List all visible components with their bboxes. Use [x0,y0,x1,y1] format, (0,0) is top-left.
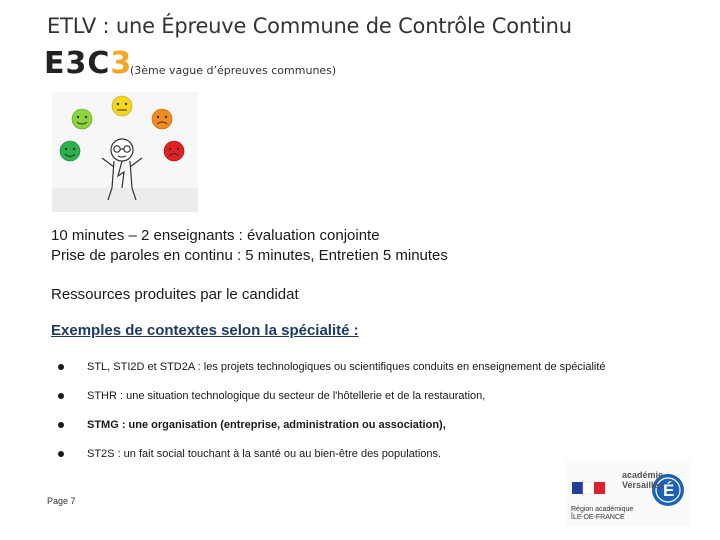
page-number: Page 7 [47,496,76,506]
region-text: Région académique ÎLE-DE-FRANCE [571,506,634,521]
list-item [58,361,698,390]
bullet-dot-icon [58,364,64,370]
french-flag-icon [572,482,605,494]
contexts-subheading: Exemples de contextes selon la spécialité : [51,322,359,339]
svg-text:É: É [663,481,675,500]
list-item-text: STMG : une organisation (entreprise, administration ou association), [87,419,446,431]
bullet-dot-icon [58,451,64,457]
duration-line: 10 minutes – 2 enseignants : évaluation conjointe [51,227,380,244]
list-item [58,390,698,419]
smiley-yellow-icon [112,96,132,116]
speaking-line: Prise de paroles en continu : 5 minutes, Entretien 5 minutes [51,247,448,264]
academy-text: académie Versailles [622,470,664,490]
bullet-dot-icon [58,422,64,428]
list-item-text: ST2S : un fait social touchant à la santé ou au bien-être des populations. [87,448,442,460]
smiley-green-icon [60,141,80,161]
smiley-lightgreen-icon [72,109,92,129]
list-item [58,419,698,448]
illustration-floor [52,188,198,212]
region-label [571,506,633,522]
resources-line: Ressources produites par le candidat [51,286,299,303]
wave-note: (3ème vague d’épreuves communes) [130,64,337,77]
smiley-orange-icon [152,109,172,129]
bullet-dot-icon [58,393,64,399]
page-title: ETLV : une Épreuve Commune de Contrôle Continu [47,14,572,38]
list-item-text: STHR : une situation technologique du secteur de l'hôtellerie et de la restauration, [87,390,486,402]
teacher-smileys-illustration [52,92,198,212]
exam-code-prefix: E3C [44,46,111,81]
smiley-red-icon [164,141,184,161]
academy-label [622,470,664,490]
exam-code-number: 3 [110,46,133,81]
exam-code [44,46,132,81]
list-item-text: STL, STI2D et STD2A : les projets technologiques ou scientifiques conduits en enseignement de spécialité [87,361,606,373]
